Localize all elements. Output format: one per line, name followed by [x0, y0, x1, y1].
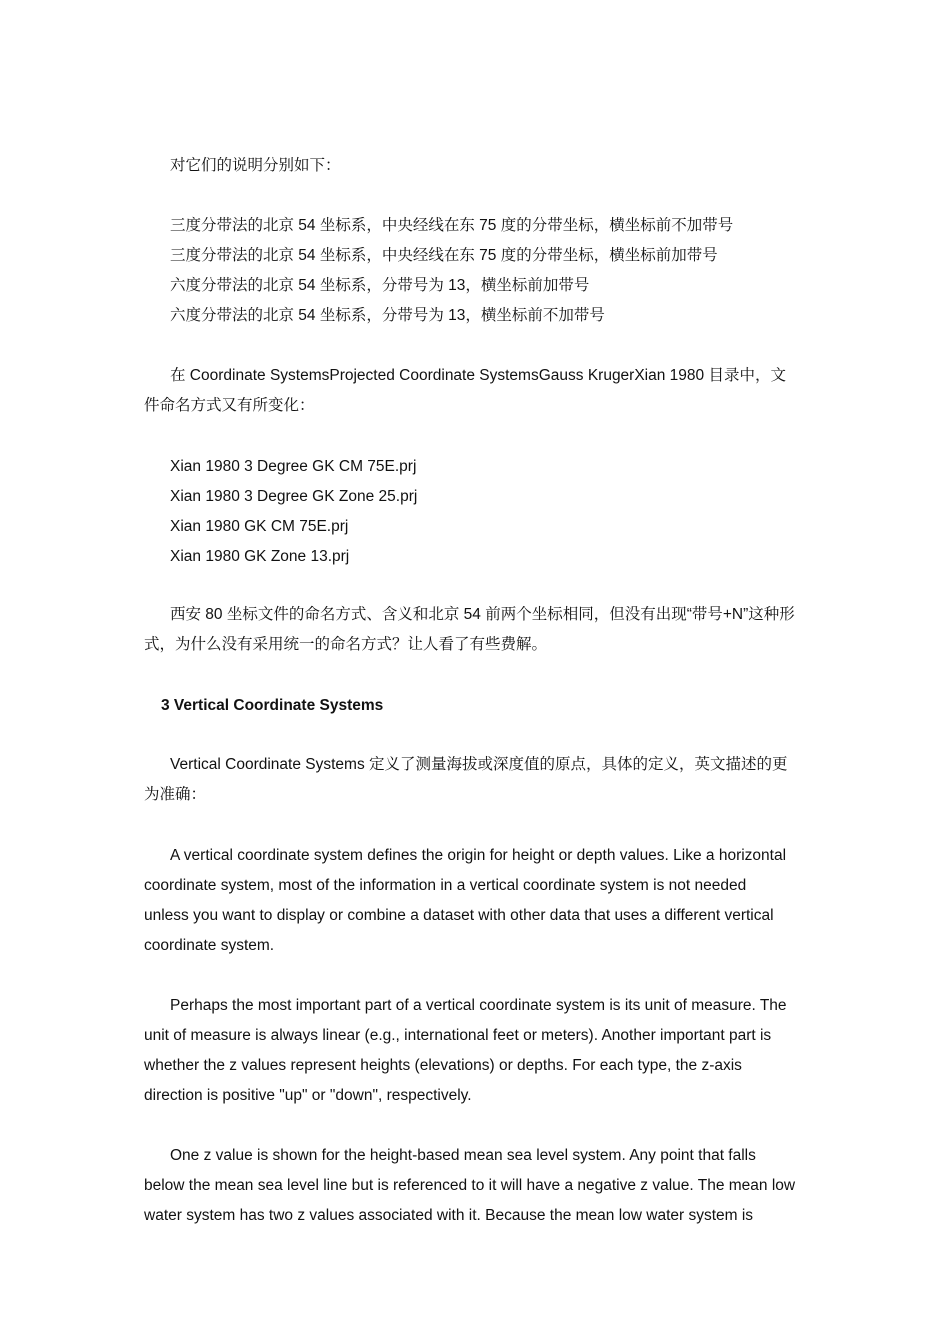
beijing-item-1: 三度分带法的北京 54 坐标系，中央经线在东 75 度的分带坐标，横坐标前不加带号 — [170, 217, 734, 234]
xian-intro-line-1: 在 Coordinate SystemsProjected Coordinate SystemsGauss KrugerXian 1980 目录中，文 — [170, 367, 786, 384]
xian-file-3: Xian 1980 GK CM 75E.prj — [170, 518, 349, 535]
intro-text: 对它们的说明分别如下： — [170, 157, 341, 174]
para3-line-2: below the mean sea level line but is referenced to it will have a negative z value. The mean low — [144, 1177, 796, 1194]
section-heading: 3 Vertical Coordinate Systems — [161, 697, 384, 714]
xian-file-4: Xian 1980 GK Zone 13.prj — [170, 548, 350, 565]
para2-line-2: unit of measure is always linear (e.g., international feet or meters). Another important part is — [144, 1027, 772, 1044]
para1-line-1: A vertical coordinate system defines the origin for height or depth values. Like a horizontal — [170, 847, 787, 864]
vcs-intro-line-2: 为准确： — [144, 786, 207, 803]
beijing-item-3: 六度分带法的北京 54 坐标系，分带号为 13，横坐标前加带号 — [170, 277, 590, 294]
xian-comment-line-2: 式，为什么没有采用统一的命名方式？让人看了有些费解。 — [144, 636, 548, 653]
xian-intro-line-2: 件命名方式又有所变化： — [144, 397, 315, 414]
xian-file-1: Xian 1980 3 Degree GK CM 75E.prj — [170, 458, 417, 475]
xian-comment-line-1: 西安 80 坐标文件的命名方式、含义和北京 54 前两个坐标相同，但没有出现“带号+N”这种形 — [170, 606, 795, 623]
para2-line-1: Perhaps the most important part of a vertical coordinate system is its unit of measure. The — [170, 997, 787, 1014]
para1-line-4: coordinate system. — [144, 937, 275, 954]
para2-line-3: whether the z values represent heights (elevations) or depths. For each type, the z-axis — [144, 1057, 742, 1074]
para3-line-3: water system has two z values associated with it. Because the mean low water system is — [144, 1207, 754, 1224]
para2-line-4: direction is positive "up" or "down", respectively. — [144, 1087, 472, 1104]
xian-file-2: Xian 1980 3 Degree GK Zone 25.prj — [170, 488, 418, 505]
para1-line-3: unless you want to display or combine a dataset with other data that uses a different vertical — [144, 907, 774, 924]
para3-line-1: One z value is shown for the height-based mean sea level system. Any point that falls — [170, 1147, 756, 1164]
para1-line-2: coordinate system, most of the information in a vertical coordinate system is not needed — [144, 877, 747, 894]
vcs-intro-line-1: Vertical Coordinate Systems 定义了测量海拔或深度值的原点，具体的定义，英文描述的更 — [170, 756, 788, 773]
beijing-item-4: 六度分带法的北京 54 坐标系，分带号为 13，横坐标前不加带号 — [170, 307, 605, 324]
beijing-item-2: 三度分带法的北京 54 坐标系，中央经线在东 75 度的分带坐标，横坐标前加带号 — [170, 247, 718, 264]
